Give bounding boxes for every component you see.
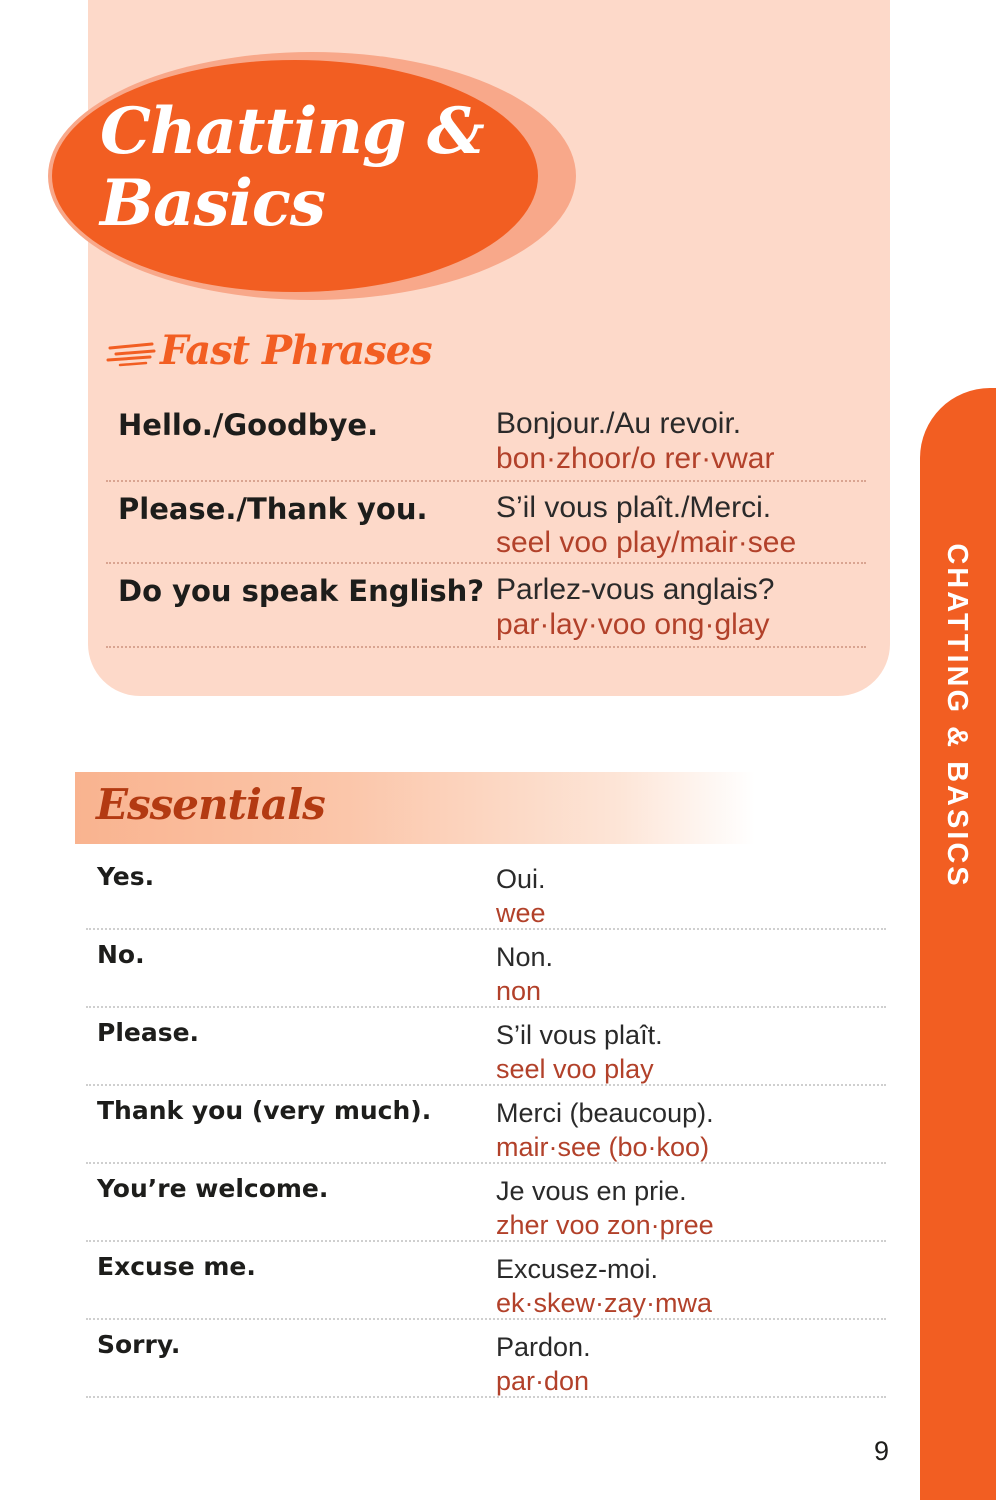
essentials-row xyxy=(86,1008,886,1086)
phrase-english: Hello./Goodbye. xyxy=(118,408,379,442)
essentials-french xyxy=(496,862,546,930)
essentials-pronunciation: par·don xyxy=(496,1366,590,1396)
essentials-french-text: Excusez-moi. xyxy=(496,1254,659,1284)
phrase-english: Do you speak English? xyxy=(118,574,485,608)
essentials-row xyxy=(86,1242,886,1320)
fast-phrases-title: Fast Phrases xyxy=(160,326,432,374)
phrase-row xyxy=(106,482,866,564)
phrase-pronunciation: par·lay·voo ong·glay xyxy=(496,608,770,641)
essentials-french xyxy=(496,1174,714,1242)
phrase-french-text: Bonjour./Au revoir. xyxy=(496,407,742,440)
essentials-english: You’re welcome. xyxy=(97,1174,329,1203)
essentials-french xyxy=(496,1252,712,1320)
essentials-english: No. xyxy=(97,940,145,969)
page-number: 9 xyxy=(874,1436,890,1466)
essentials-french-text: Oui. xyxy=(496,864,546,894)
chapter-title-line2: Basics xyxy=(100,166,325,241)
chapter-title-line1: Chatting & xyxy=(100,94,484,169)
phrase-french xyxy=(496,406,774,476)
phrase-pronunciation: seel voo play/mair·see xyxy=(496,526,797,559)
phrase-row xyxy=(106,398,866,482)
phrase-french xyxy=(496,572,774,642)
phrase-english: Please./Thank you. xyxy=(118,492,428,526)
phrase-french-text: S’il vous plaît./Merci. xyxy=(496,491,772,524)
essentials-pronunciation: seel voo play xyxy=(496,1054,654,1084)
essentials-english: Sorry. xyxy=(97,1330,181,1359)
essentials-pronunciation: mair·see (bo·koo) xyxy=(496,1132,710,1162)
fast-phrases-heading xyxy=(106,322,432,378)
essentials-french xyxy=(496,940,553,1008)
chapter-title xyxy=(100,96,520,240)
essentials-title: Essentials xyxy=(96,780,325,829)
speed-lines-icon xyxy=(106,338,158,368)
essentials-pronunciation: non xyxy=(496,976,542,1006)
essentials-french-text: Je vous en prie. xyxy=(496,1176,687,1206)
essentials-pronunciation: ek·skew·zay·mwa xyxy=(496,1288,713,1318)
phrase-french xyxy=(496,490,796,560)
essentials-french xyxy=(496,1330,591,1398)
essentials-french-text: Non. xyxy=(496,942,554,972)
chapter-side-label xyxy=(937,543,977,889)
essentials-french-text: Merci (beaucoup). xyxy=(496,1098,714,1128)
chapter-side-label-text: CHATTING & BASICS xyxy=(941,543,974,889)
essentials-row xyxy=(86,1086,886,1164)
essentials-english: Please. xyxy=(97,1018,200,1047)
essentials-row xyxy=(86,1164,886,1242)
essentials-english: Excuse me. xyxy=(97,1252,256,1281)
essentials-french xyxy=(496,1018,663,1086)
essentials-english: Thank you (very much). xyxy=(97,1096,432,1125)
phrase-pronunciation: bon·zhoor/o rer·vwar xyxy=(496,442,775,475)
essentials-french-text: S’il vous plaît. xyxy=(496,1020,663,1050)
essentials-pronunciation: zher voo zon·pree xyxy=(496,1210,714,1240)
essentials-row xyxy=(86,930,886,1008)
essentials-row xyxy=(86,852,886,930)
essentials-french xyxy=(496,1096,714,1164)
phrase-row xyxy=(106,564,866,648)
phrase-french-text: Parlez-vous anglais? xyxy=(496,573,775,606)
essentials-english: Yes. xyxy=(97,862,155,891)
essentials-pronunciation: wee xyxy=(496,898,546,928)
essentials-row xyxy=(86,1320,886,1398)
essentials-french-text: Pardon. xyxy=(496,1332,591,1362)
